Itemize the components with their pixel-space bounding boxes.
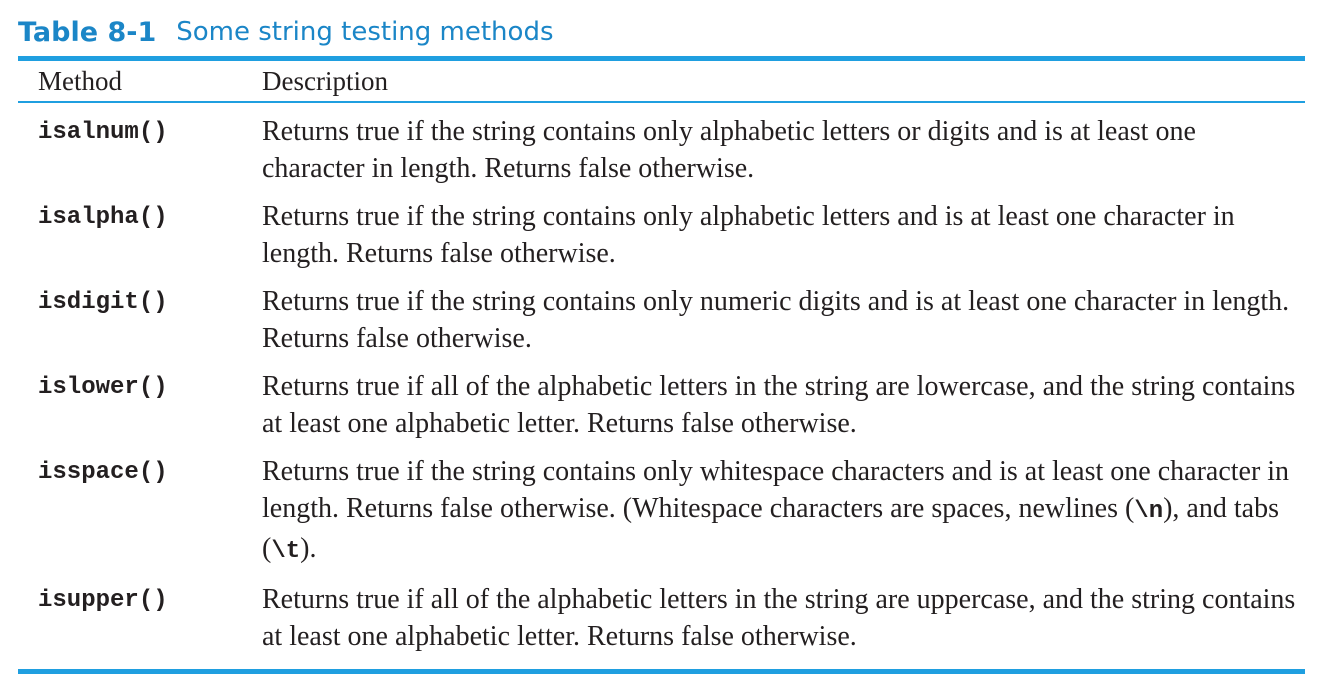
document-page bbox=[18, 10, 1305, 674]
method-description bbox=[262, 453, 1305, 570]
method-description: Returns true if the string contains only alphabetic letters and is at least one character in length. Returns false otherwise. bbox=[262, 201, 1235, 269]
newline-escape-code: \n bbox=[1134, 498, 1164, 525]
header-description: Description bbox=[262, 65, 388, 96]
method-name: isupper() bbox=[38, 587, 168, 614]
method-description: Returns true if all of the alphabetic letters in the string are uppercase, and the string contains at least one alphabetic letter. Returns false otherwise. bbox=[262, 584, 1296, 652]
table-row bbox=[18, 453, 1305, 570]
table-row bbox=[18, 581, 1305, 655]
method-description: Returns true if all of the alphabetic letters in the string are lowercase, and the string contains at least one alphabetic letter. Returns false otherwise. bbox=[262, 371, 1296, 439]
table-row bbox=[18, 198, 1305, 272]
table-header bbox=[18, 61, 1305, 101]
table-number: Table 8-1 bbox=[18, 16, 157, 48]
description-text: ). bbox=[300, 533, 317, 564]
method-name: isdigit() bbox=[38, 289, 168, 316]
method-name: isspace() bbox=[38, 459, 168, 486]
bottom-rule bbox=[18, 669, 1305, 674]
method-name: islower() bbox=[38, 374, 168, 401]
table-caption bbox=[18, 10, 1305, 54]
method-description: Returns true if the string contains only alphabetic letters or digits and is at least one character in length. Returns false otherwise. bbox=[262, 116, 1196, 184]
table-row bbox=[18, 283, 1305, 357]
description-text: ), and tabs ( bbox=[262, 493, 1279, 564]
description-text: Returns true if the string contains only whitespace characters and is at least one character in length. Returns false otherwise. (Whitespace characters are spaces, newlines ( bbox=[262, 456, 1290, 524]
method-name: isalpha() bbox=[38, 204, 168, 231]
header-method: Method bbox=[38, 65, 122, 96]
method-name: isalnum() bbox=[38, 119, 168, 146]
header-rule bbox=[18, 101, 1305, 103]
table-row bbox=[18, 113, 1305, 187]
table-title: Some string testing methods bbox=[176, 17, 554, 47]
table-row bbox=[18, 368, 1305, 442]
tab-escape-code: \t bbox=[271, 538, 301, 565]
method-description: Returns true if the string contains only numeric digits and is at least one character in length. Returns false otherwise. bbox=[262, 286, 1290, 354]
